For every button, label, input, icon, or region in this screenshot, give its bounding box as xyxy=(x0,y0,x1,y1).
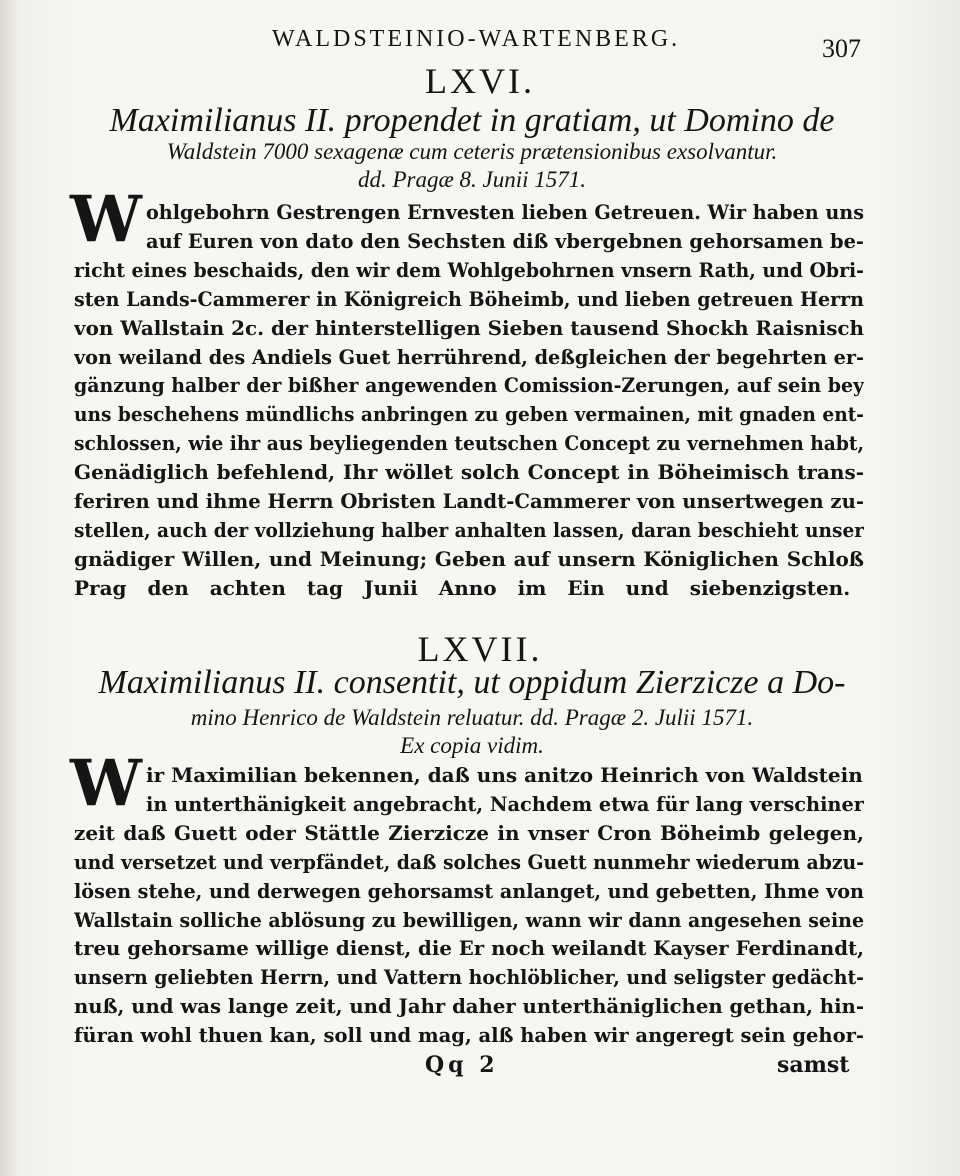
text-line: gänzung halber der bißher angewenden Comission-Zerungen, auf sein bey xyxy=(74,373,864,398)
document-source-note: Ex copia vidim. xyxy=(400,733,544,758)
text-line: von weiland des Andiels Guet herrührend, deßgleichen der begehrten er- xyxy=(74,344,864,369)
document-date: dd. Pragæ 8. Junii 1571. xyxy=(357,167,587,192)
text-line: in unterthänigkeit angebracht, Nachdem etwa für lang verschiner xyxy=(146,791,864,816)
document-title-continued: mino Henrico de Waldstein reluatur. dd. Pragæ 2. Julii 1571. xyxy=(190,705,754,730)
text-line: sten Lands-Cammerer in Königreich Böheimb, und lieben getreuen Herrn xyxy=(74,286,864,311)
text-line: uns beschehens mündlichs anbringen zu geben vermainen, mit gnaden ent- xyxy=(74,402,864,427)
text-line: richt eines beschaids, den wir dem Wohlgebohrnen vnsern Rath, und Obri- xyxy=(74,257,864,282)
text-line: feriren und ihme Herrn Obristen Landt-Cammerer von unsertwegen zu- xyxy=(74,489,864,513)
binding-shadow xyxy=(0,0,18,1176)
document-title: Maximilianus II. consentit, ut oppidum Zierzicze a Do- xyxy=(98,664,846,701)
text-line: Prag den achten tag Junii Anno im Ein und siebenzigsten. xyxy=(74,575,851,600)
text-line: Genädiglich befehlend, Ihr wöllet solch Concept in Böheimisch trans- xyxy=(74,460,864,485)
text-line: schlossen, wie ihr aus beyliegenden teutschen Concept zu vernehmen habt, xyxy=(74,431,864,456)
document-title: Maximilianus II. propendet in gratiam, ut Domino de xyxy=(109,102,835,139)
text-line: gnädiger Willen, und Meinung; Geben auf unsern Königlichen Schloß xyxy=(74,546,864,571)
text-line: stellen, auch der vollziehung halber anhalten lassen, daran beschieht unser xyxy=(74,517,864,542)
text-line: Wallstain solliche ablösung zu bewilligen, wann wir dann angesehen seine xyxy=(74,907,864,932)
printer-signature-mark: Qq 2 xyxy=(425,1052,499,1078)
catchword: samst xyxy=(777,1052,850,1078)
document-number: LXVI. xyxy=(425,61,535,101)
text-line: nuß, und was lange zeit, und Jahr daher unterthäniglichen gethan, hin- xyxy=(74,994,864,1019)
drop-cap-initial: W xyxy=(70,182,142,257)
running-head: WALDSTEINIO-WARTENBERG. xyxy=(272,26,681,52)
drop-cap-initial: W xyxy=(70,746,142,821)
text-line: unsern geliebten Herrn, und Vattern hochlöblicher, und seligster gedächt- xyxy=(74,965,864,990)
text-line: auf Euren von dato den Sechsten diß vbergebnen gehorsamen be- xyxy=(146,228,864,253)
page-number: 307 xyxy=(822,34,861,63)
text-line: treu gehorsame willige dienst, die Er noch weilandt Kayser Ferdinandt, xyxy=(74,936,864,961)
text-line: zeit daß Guett oder Stättle Zierzicze in vnser Cron Böheimb gelegen, xyxy=(74,820,864,845)
text-line: und versetzet und verpfändet, daß solches Guett nunmehr wiederum abzu- xyxy=(74,849,864,874)
text-line: ohlgebohrn Gestrengen Ernvesten lieben Getreuen. Wir haben uns xyxy=(146,200,864,224)
text-line: lösen stehe, und derwegen gehorsamst anlanget, und gebetten, Ihme von xyxy=(74,878,864,903)
text-line: füran wohl thuen kan, soll und mag, alß haben wir angeregt sein gehor- xyxy=(74,1023,864,1048)
document-number: LXVII. xyxy=(417,629,543,669)
document-title-continued: Waldstein 7000 sexagenæ cum ceteris prætensionibus exsolvantur. xyxy=(166,139,778,164)
text-line: von Wallstain 2c. der hinterstelligen Sieben tausend Shockh Raisnisch xyxy=(74,315,864,340)
text-line: ir Maximilian bekennen, daß uns anitzo Heinrich von Waldstein xyxy=(146,763,863,787)
